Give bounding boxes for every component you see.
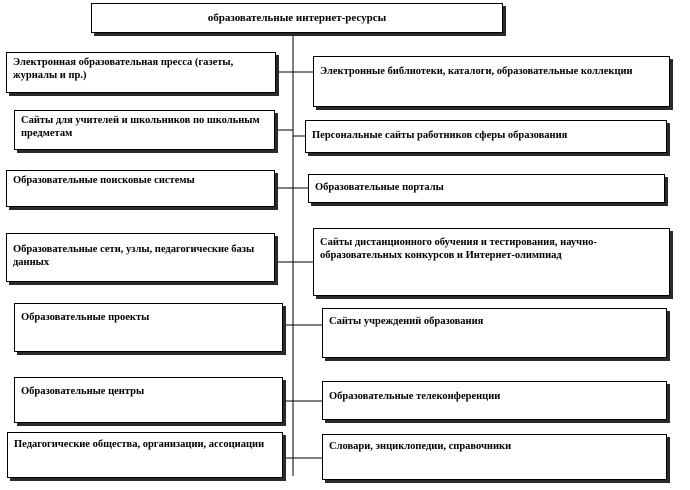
left-box-3-text: Образовательные поисковые системы <box>13 175 195 186</box>
title-text: образовательные интернет-ресурсы <box>207 12 387 24</box>
left-box-1 <box>6 52 276 93</box>
right-box-6-text: Образовательные телеконференции <box>329 391 501 402</box>
left-box-7-text: Педагогические общества, организации, ассоциации <box>14 439 265 450</box>
left-box-3 <box>6 170 275 207</box>
right-box-7 <box>322 434 667 480</box>
right-box-5 <box>322 308 667 358</box>
right-box-4 <box>313 228 670 296</box>
right-box-7-text: Словари, энциклопедии, справочники <box>329 441 512 452</box>
right-box-3 <box>308 174 665 203</box>
right-box-2-text: Персональные сайты работников сферы образования <box>312 130 568 141</box>
right-box-5-text: Сайты учреждений образования <box>329 316 484 327</box>
right-box-3-text: Образовательные порталы <box>315 182 444 193</box>
left-box-2-text: Сайты для учителей и школьников по школьным предметам <box>21 115 260 139</box>
right-box-4-text: Сайты дистанционного обучения и тестирования, научно-образовательных конкурсов и Интернет-олимпиад <box>320 237 597 261</box>
left-box-4 <box>6 233 275 282</box>
right-box-2 <box>305 120 667 153</box>
left-box-4-text: Образовательные сети, узлы, педагогические базы данных <box>13 244 255 268</box>
left-box-5-text: Образовательные проекты <box>21 312 150 323</box>
right-box-6 <box>322 381 667 420</box>
left-box-6 <box>14 377 283 423</box>
left-box-6-text: Образовательные центры <box>21 386 145 397</box>
title-box <box>91 3 503 33</box>
left-box-2 <box>14 110 275 150</box>
left-box-5 <box>14 303 283 352</box>
left-box-7 <box>7 432 283 478</box>
right-box-1 <box>313 56 670 107</box>
right-box-1-text: Электронные библиотеки, каталоги, образовательные коллекции <box>320 66 633 77</box>
left-box-1-text: Электронная образовательная пресса (газеты, журналы и пр.) <box>13 57 234 81</box>
